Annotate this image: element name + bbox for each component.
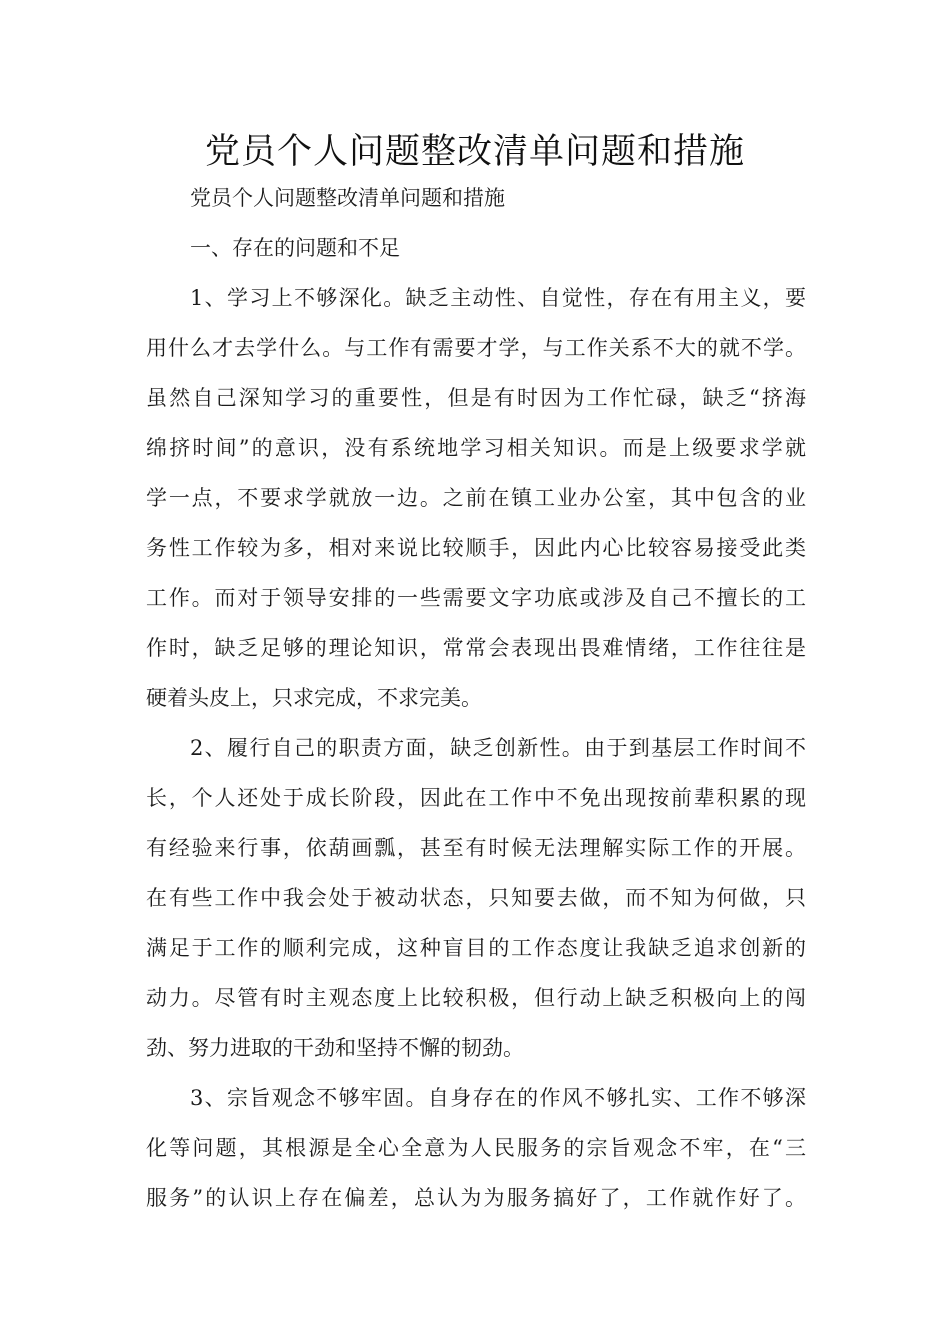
paragraph-line: 有经验来行事，依葫画瓢，甚至有时候无法理解实际工作的开展。 [146, 836, 806, 860]
paragraph-line: 长，个人还处于成长阶段，因此在工作中不免出现按前辈积累的现 [146, 786, 806, 810]
paragraph-line: 党员个人问题整改清单问题和措施 [190, 186, 505, 210]
paragraph-line: 1、学习上不够深化。缺乏主动性、自觉性，存在有用主义，要 [190, 286, 806, 310]
paragraph-line: 在有些工作中我会处于被动状态，只知要去做，而不知为何做，只 [146, 886, 806, 910]
paragraph-line: 工作。而对于领导安排的一些需要文字功底或涉及自己不擅长的工 [146, 586, 806, 610]
paragraph-line: 满足于工作的顺利完成，这种盲目的工作态度让我缺乏追求创新的 [146, 936, 806, 960]
paragraph-line: 动力。尽管有时主观态度上比较积极，但行动上缺乏积极向上的闯 [146, 986, 806, 1010]
paragraph-line: 虽然自己深知学习的重要性，但是有时因为工作忙碌，缺乏“挤海 [146, 386, 806, 410]
document-title: 党员个人问题整改清单问题和措施 [204, 132, 745, 172]
paragraph-line: 3、宗旨观念不够牢固。自身存在的作风不够扎实、工作不够深 [190, 1086, 806, 1110]
paragraph-line: 务性工作较为多，相对来说比较顺手，因此内心比较容易接受此类 [146, 536, 806, 560]
paragraph-line: 化等问题，其根源是全心全意为人民服务的宗旨观念不牢，在“三 [146, 1136, 806, 1160]
paragraph-line: 劲、努力进取的干劲和坚持不懈的韧劲。 [146, 1036, 524, 1060]
document-body [146, 173, 806, 1223]
paragraph-line: 绵挤时间”的意识，没有系统地学习相关知识。而是上级要求学就 [146, 436, 806, 460]
paragraph-line: 2、履行自己的职责方面，缺乏创新性。由于到基层工作时间不 [190, 736, 806, 760]
paragraph-line: 用什么才去学什么。与工作有需要才学，与工作关系不大的就不学。 [146, 336, 806, 360]
paragraph-line: 硬着头皮上，只求完成，不求完美。 [146, 686, 482, 710]
paragraph-line: 一、存在的问题和不足 [190, 236, 400, 260]
paragraph-line: 学一点，不要求学就放一边。之前在镇工业办公室，其中包含的业 [146, 486, 806, 510]
paragraph-line: 服务”的认识上存在偏差，总认为为服务搞好了，工作就作好了。 [146, 1186, 806, 1210]
paragraph-line: 作时，缺乏足够的理论知识，常常会表现出畏难情绪，工作往往是 [146, 636, 806, 660]
